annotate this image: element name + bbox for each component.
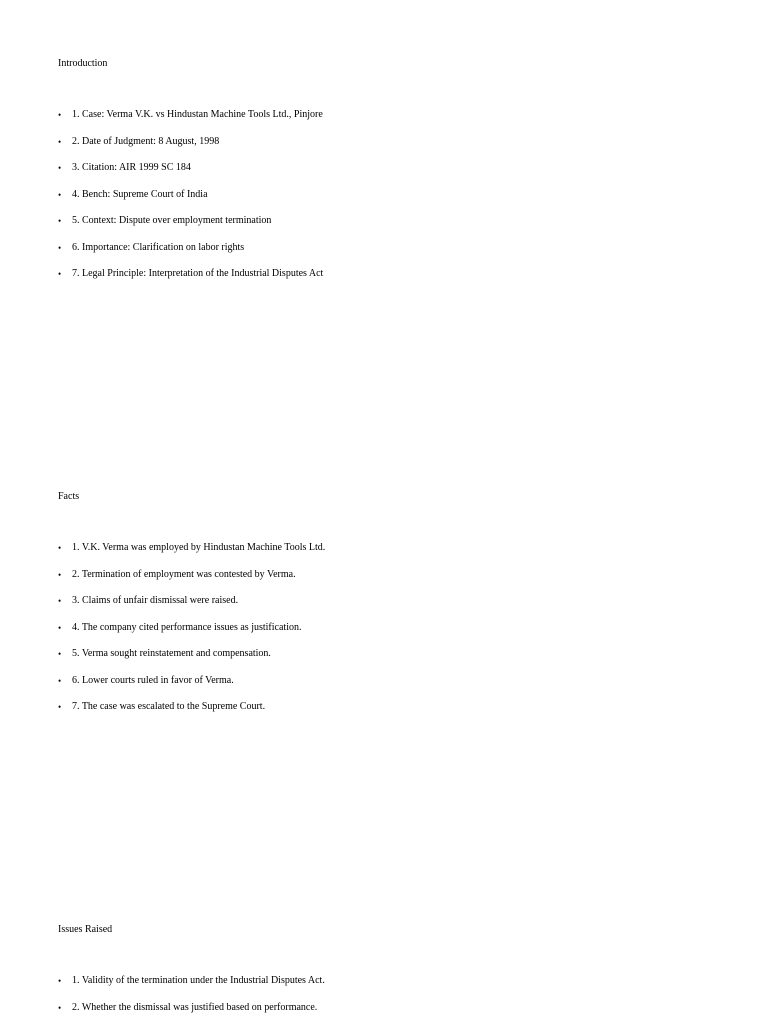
- list-item: [58, 975, 325, 987]
- bullet-icon: •: [58, 675, 62, 686]
- list-item: [58, 189, 323, 201]
- list-item: [58, 569, 325, 581]
- bullet-list: [58, 109, 323, 295]
- bullet-icon: •: [58, 622, 62, 633]
- list-item-text: 3. Claims of unfair dismissal were raised.: [72, 595, 239, 606]
- list-item-text: 3. Citation: AIR 1999 SC 184: [72, 162, 191, 173]
- list-item: [58, 109, 323, 121]
- section-title: Facts: [58, 491, 80, 502]
- list-item: [58, 595, 325, 607]
- list-item-text: 4. The company cited performance issues as justification.: [72, 621, 302, 633]
- list-item: [58, 162, 323, 174]
- bullet-icon: •: [58, 216, 62, 226]
- bullet-icon: •: [58, 136, 62, 147]
- bullet-icon: •: [58, 976, 62, 986]
- list-item-text: 6. Importance: Clarification on labor rights: [72, 241, 245, 253]
- section-facts: [58, 491, 738, 712]
- list-item-text: 1. Case: Verma V.K. vs Hindustan Machine Tools Ltd., Pinjore: [72, 109, 323, 120]
- bullet-icon: •: [58, 110, 62, 120]
- list-item: [58, 136, 323, 148]
- section-introduction: [58, 58, 738, 279]
- list-item-text: 1. V.K. Verma was employed by Hindustan Machine Tools Ltd.: [72, 542, 326, 553]
- bullet-icon: •: [58, 1002, 62, 1013]
- list-item-text: 5. Verma sought reinstatement and compensation.: [72, 648, 271, 659]
- bullet-icon: •: [58, 242, 62, 253]
- list-item-text: 1. Validity of the termination under the Industrial Disputes Act.: [72, 975, 325, 986]
- list-item-text: 2. Date of Judgment: 8 August, 1998: [72, 135, 220, 147]
- bullet-icon: •: [58, 543, 62, 553]
- bullet-icon: •: [58, 269, 62, 279]
- list-item: [58, 242, 323, 254]
- bullet-list: [58, 975, 325, 1028]
- bullet-icon: •: [58, 596, 62, 606]
- list-item: [58, 215, 323, 227]
- section-title: Introduction: [58, 58, 108, 69]
- list-item-text: 5. Context: Dispute over employment termination: [72, 215, 272, 226]
- list-item-text: 6. Lower courts ruled in favor of Verma.: [72, 674, 234, 686]
- list-item-text: 7. The case was escalated to the Supreme Court.: [72, 701, 266, 712]
- list-item-text: 7. Legal Principle: Interpretation of the Industrial Disputes Act: [72, 268, 324, 279]
- list-item: [58, 648, 325, 660]
- bullet-icon: •: [58, 702, 62, 712]
- list-item-text: 4. Bench: Supreme Court of India: [72, 188, 208, 200]
- list-item-text: 2. Whether the dismissal was justified based on performance.: [72, 1001, 318, 1013]
- list-item: [58, 1002, 325, 1014]
- bullet-icon: •: [58, 189, 62, 200]
- bullet-list: [58, 542, 325, 728]
- list-item: [58, 701, 325, 713]
- list-item: [58, 268, 323, 280]
- bullet-icon: •: [58, 649, 62, 659]
- list-item: [58, 542, 325, 554]
- bullet-icon: •: [58, 163, 62, 173]
- list-item: [58, 622, 325, 634]
- section-title: Issues Raised: [58, 924, 113, 935]
- bullet-icon: •: [58, 569, 62, 580]
- section-issues-raised: [58, 924, 738, 1013]
- list-item-text: 2. Termination of employment was contested by Verma.: [72, 568, 296, 580]
- list-item: [58, 675, 325, 687]
